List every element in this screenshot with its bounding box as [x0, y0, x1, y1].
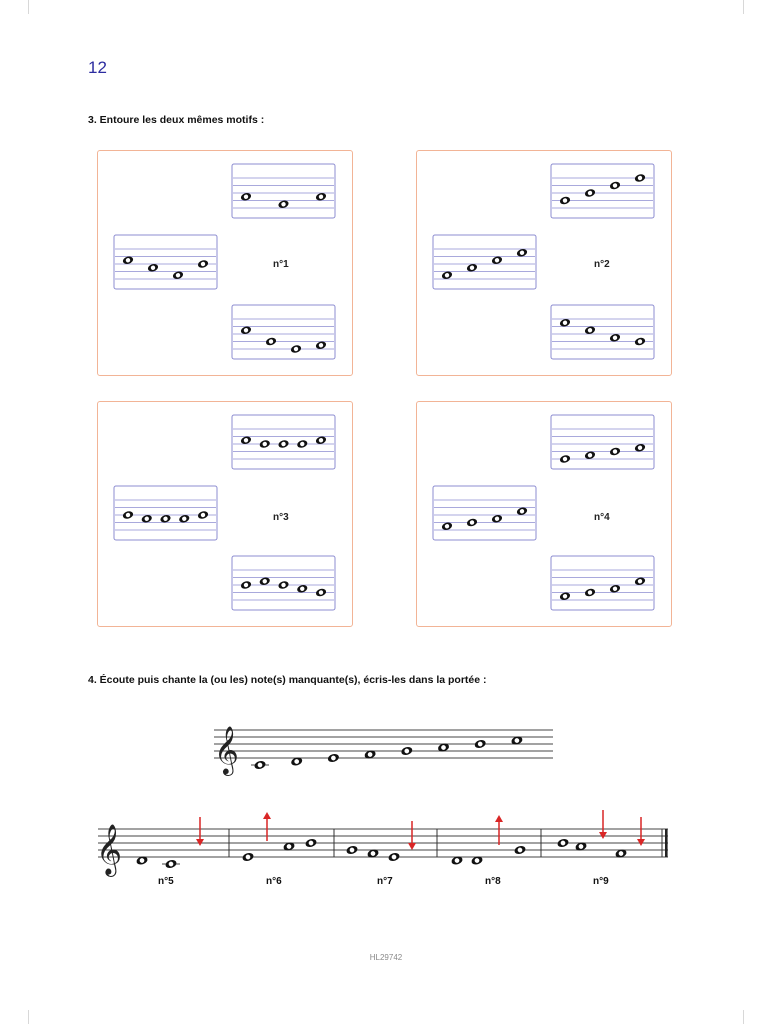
whole-note	[474, 739, 487, 750]
arrow-down-icon	[599, 810, 607, 839]
panel-label: n°2	[594, 259, 610, 270]
arrow-up-icon	[495, 815, 503, 845]
arrow-down-icon	[196, 817, 204, 846]
exercise-4-instruction: 4. Écoute puis chante la (ou les) note(s) manquante(s), écris-les dans la portée :	[88, 674, 487, 686]
panel-label: n°3	[273, 512, 289, 523]
whole-note	[387, 852, 400, 863]
measure-label-9: n°9	[593, 876, 609, 887]
arrow-up-icon	[263, 812, 271, 841]
measure-label-8: n°8	[485, 876, 501, 887]
arrow-down-icon	[408, 821, 416, 850]
treble-clef-icon: 𝄞	[214, 725, 239, 774]
whole-note	[327, 753, 340, 764]
page-number: 12	[88, 58, 107, 77]
whole-note	[253, 760, 266, 771]
whole-note	[304, 838, 317, 849]
treble-clef-icon: 𝄞	[96, 824, 123, 875]
exercise-notes	[135, 838, 627, 870]
panel-label: n°4	[594, 512, 610, 523]
whole-note	[345, 845, 358, 856]
whole-note	[400, 746, 413, 757]
measure-label-6: n°6	[266, 876, 282, 887]
final-barline	[665, 829, 668, 857]
footer-code: HL29742	[369, 953, 403, 962]
whole-note	[556, 838, 569, 849]
scale-staff	[214, 730, 553, 758]
whole-note	[513, 845, 526, 856]
panel-label: n°1	[273, 259, 289, 270]
scale-notes	[251, 735, 523, 770]
arrow-down-icon	[637, 817, 645, 846]
whole-note	[241, 852, 254, 863]
measure-label-7: n°7	[377, 876, 393, 887]
exercise-3-instruction: 3. Entoure les deux mêmes motifs :	[88, 114, 265, 126]
whole-note	[164, 859, 177, 870]
measure-label-5: n°5	[158, 876, 174, 887]
